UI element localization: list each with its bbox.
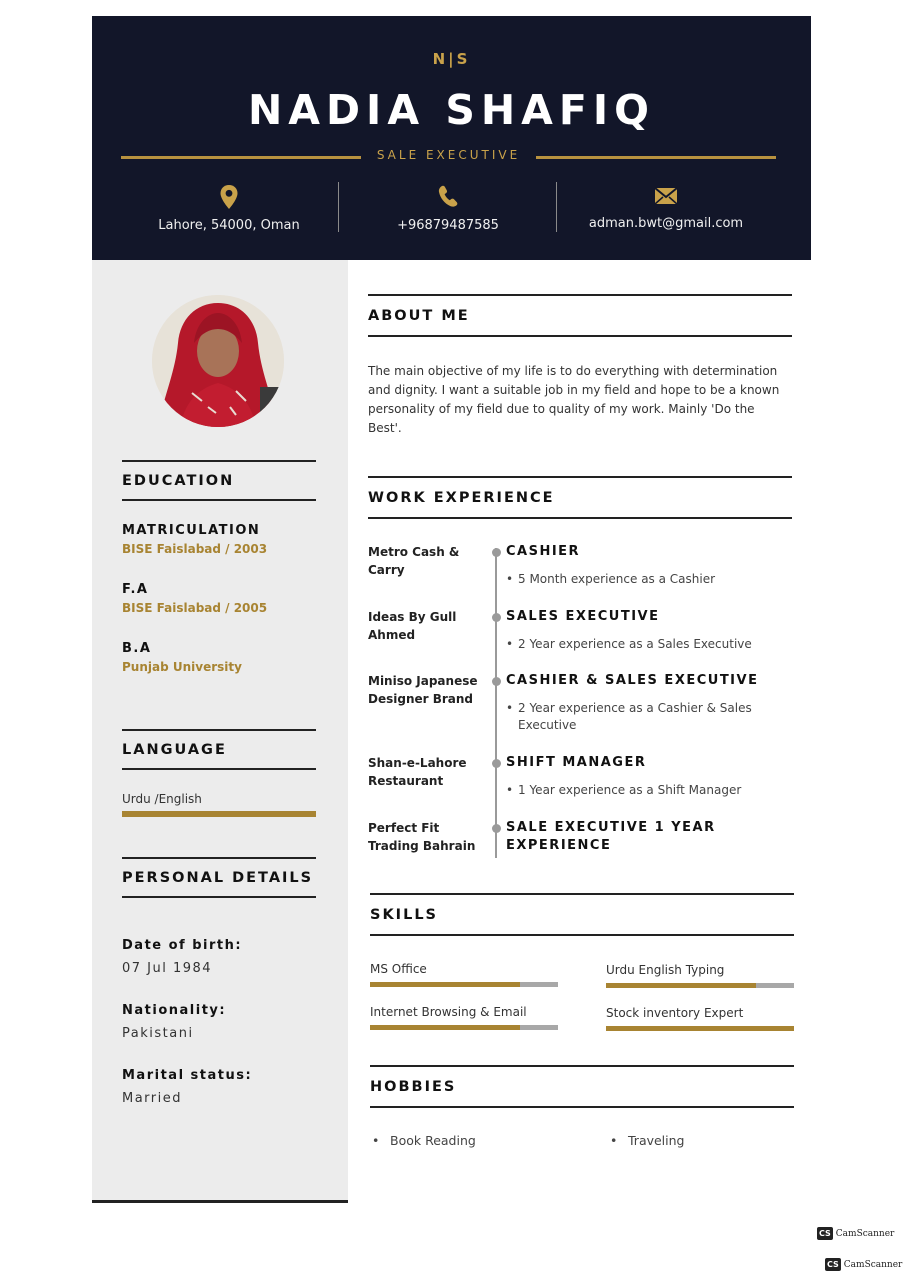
about-section <box>368 294 792 337</box>
personal-detail-value: Married <box>122 1091 183 1106</box>
contact-address <box>110 184 348 233</box>
skill-bar-fill <box>370 982 520 987</box>
location-pin-icon <box>110 184 348 212</box>
job-company: Ideas By Gull Ahmed <box>368 610 457 642</box>
candidate-name: NADIA SHAFIQ <box>247 86 656 134</box>
contact-phone <box>329 184 567 233</box>
hobby-item: • Traveling <box>628 1133 685 1148</box>
skill-bar-fill <box>606 1026 794 1031</box>
skill-item <box>606 963 794 988</box>
timeline-dot <box>492 824 501 833</box>
job-detail: • 1 Year experience as a Shift Manager <box>518 782 758 799</box>
job-role: SALE EXECUTIVE 1 YEAR EXPERIENCE <box>506 820 716 853</box>
skill-bar-fill <box>370 1025 520 1030</box>
job-role: SALES EXECUTIVE <box>506 609 660 624</box>
hobbies-heading: HOBBIES <box>370 1065 794 1108</box>
hobbies-section <box>370 1065 794 1108</box>
education-item <box>122 582 316 615</box>
monogram: N|S <box>432 50 471 68</box>
personal-details-heading: PERSONAL DETAILS <box>122 857 316 898</box>
job-role: CASHIER <box>506 544 581 559</box>
job-company: Perfect Fit Trading Bahrain <box>368 821 476 853</box>
job-role: CASHIER & SALES EXECUTIVE <box>506 673 759 688</box>
phone-icon <box>329 184 567 212</box>
timeline-dot <box>492 613 501 622</box>
hobby-item: • Book Reading <box>390 1133 476 1148</box>
personal-detail-label: Nationality: <box>122 1003 227 1018</box>
education-title: B.A <box>122 641 152 656</box>
camscanner-logo-icon: CS <box>827 1260 839 1269</box>
timeline-dot <box>492 548 501 557</box>
about-text: The main objective of my life is to do everything with determination and dignity. I want a suitable job in my field and hope to be a known personality of my field due to quality of my work. Mainly 'Do the Best'. <box>368 364 780 435</box>
camscanner-watermark <box>817 1227 894 1240</box>
camscanner-watermark <box>825 1258 902 1271</box>
skill-bar <box>606 983 794 988</box>
skill-bar <box>370 982 558 987</box>
sidebar <box>92 260 348 1202</box>
skill-bar <box>370 1025 558 1030</box>
camscanner-logo-icon: CS <box>819 1229 831 1238</box>
personal-detail-item <box>122 1068 316 1106</box>
education-section <box>122 460 316 674</box>
job-title: SALE EXECUTIVE <box>376 148 521 162</box>
language-level-bar <box>122 811 316 817</box>
skill-item <box>370 1005 558 1030</box>
skill-label: Urdu English Typing <box>606 963 725 977</box>
job-role: SHIFT MANAGER <box>506 755 647 770</box>
skill-label: Stock inventory Expert <box>606 1006 744 1020</box>
sidebar-bottom-rule <box>92 1200 348 1203</box>
address-text: Lahore, 54000, Oman <box>158 218 300 233</box>
job-company: Shan-e-Lahore Restaurant <box>368 756 467 788</box>
skill-label: MS Office <box>370 962 427 976</box>
personal-detail-label: Marital status: <box>122 1068 253 1083</box>
phone-text: +96879487585 <box>397 218 499 233</box>
camscanner-text: CamScanner <box>843 1259 903 1270</box>
personal-detail-label: Date of birth: <box>122 938 243 953</box>
gold-divider-right <box>536 156 776 159</box>
personal-detail-item <box>122 1003 316 1041</box>
timeline-dot <box>492 759 501 768</box>
skills-heading: SKILLS <box>370 893 794 936</box>
contact-email <box>547 182 785 231</box>
profile-photo <box>152 295 284 427</box>
about-heading: ABOUT ME <box>368 294 792 337</box>
education-item <box>122 641 316 674</box>
work-experience-section <box>368 476 792 519</box>
language-section <box>122 729 316 817</box>
personal-detail-value: 07 Jul 1984 <box>122 961 213 976</box>
job-detail: • 2 Year experience as a Sales Executive <box>518 636 758 653</box>
timeline-dot <box>492 677 501 686</box>
skill-item <box>370 962 558 987</box>
skill-label: Internet Browsing & Email <box>370 1005 527 1019</box>
camscanner-text: CamScanner <box>835 1228 895 1239</box>
job-company: Metro Cash & Carry <box>368 545 460 577</box>
education-institution: BISE Faislabad / 2003 <box>122 542 268 556</box>
education-institution: Punjab University <box>122 660 242 674</box>
education-institution: BISE Faislabad / 2005 <box>122 601 268 615</box>
skill-item <box>606 1006 794 1031</box>
resume-header <box>92 16 811 260</box>
education-heading: EDUCATION <box>122 460 316 501</box>
job-detail: • 5 Month experience as a Cashier <box>518 571 758 588</box>
job-company: Miniso Japanese Designer Brand <box>368 674 478 706</box>
job-title-row <box>121 148 776 168</box>
language-label: Urdu /English <box>122 792 202 806</box>
skill-bar-fill <box>606 983 756 988</box>
personal-details-section <box>122 857 316 1106</box>
skills-section <box>370 893 794 936</box>
education-title: F.A <box>122 582 149 597</box>
job-detail: • 2 Year experience as a Cashier & Sales Executive <box>518 700 758 734</box>
education-title: MATRICULATION <box>122 523 261 538</box>
skill-bar <box>606 1026 794 1031</box>
personal-detail-value: Pakistani <box>122 1026 194 1041</box>
language-heading: LANGUAGE <box>122 729 316 770</box>
education-item <box>122 523 316 556</box>
personal-detail-item <box>122 938 316 976</box>
timeline-line <box>495 548 497 858</box>
envelope-icon <box>547 182 785 210</box>
work-experience-heading: WORK EXPERIENCE <box>368 476 792 519</box>
email-text: adman.bwt@gmail.com <box>588 216 744 231</box>
